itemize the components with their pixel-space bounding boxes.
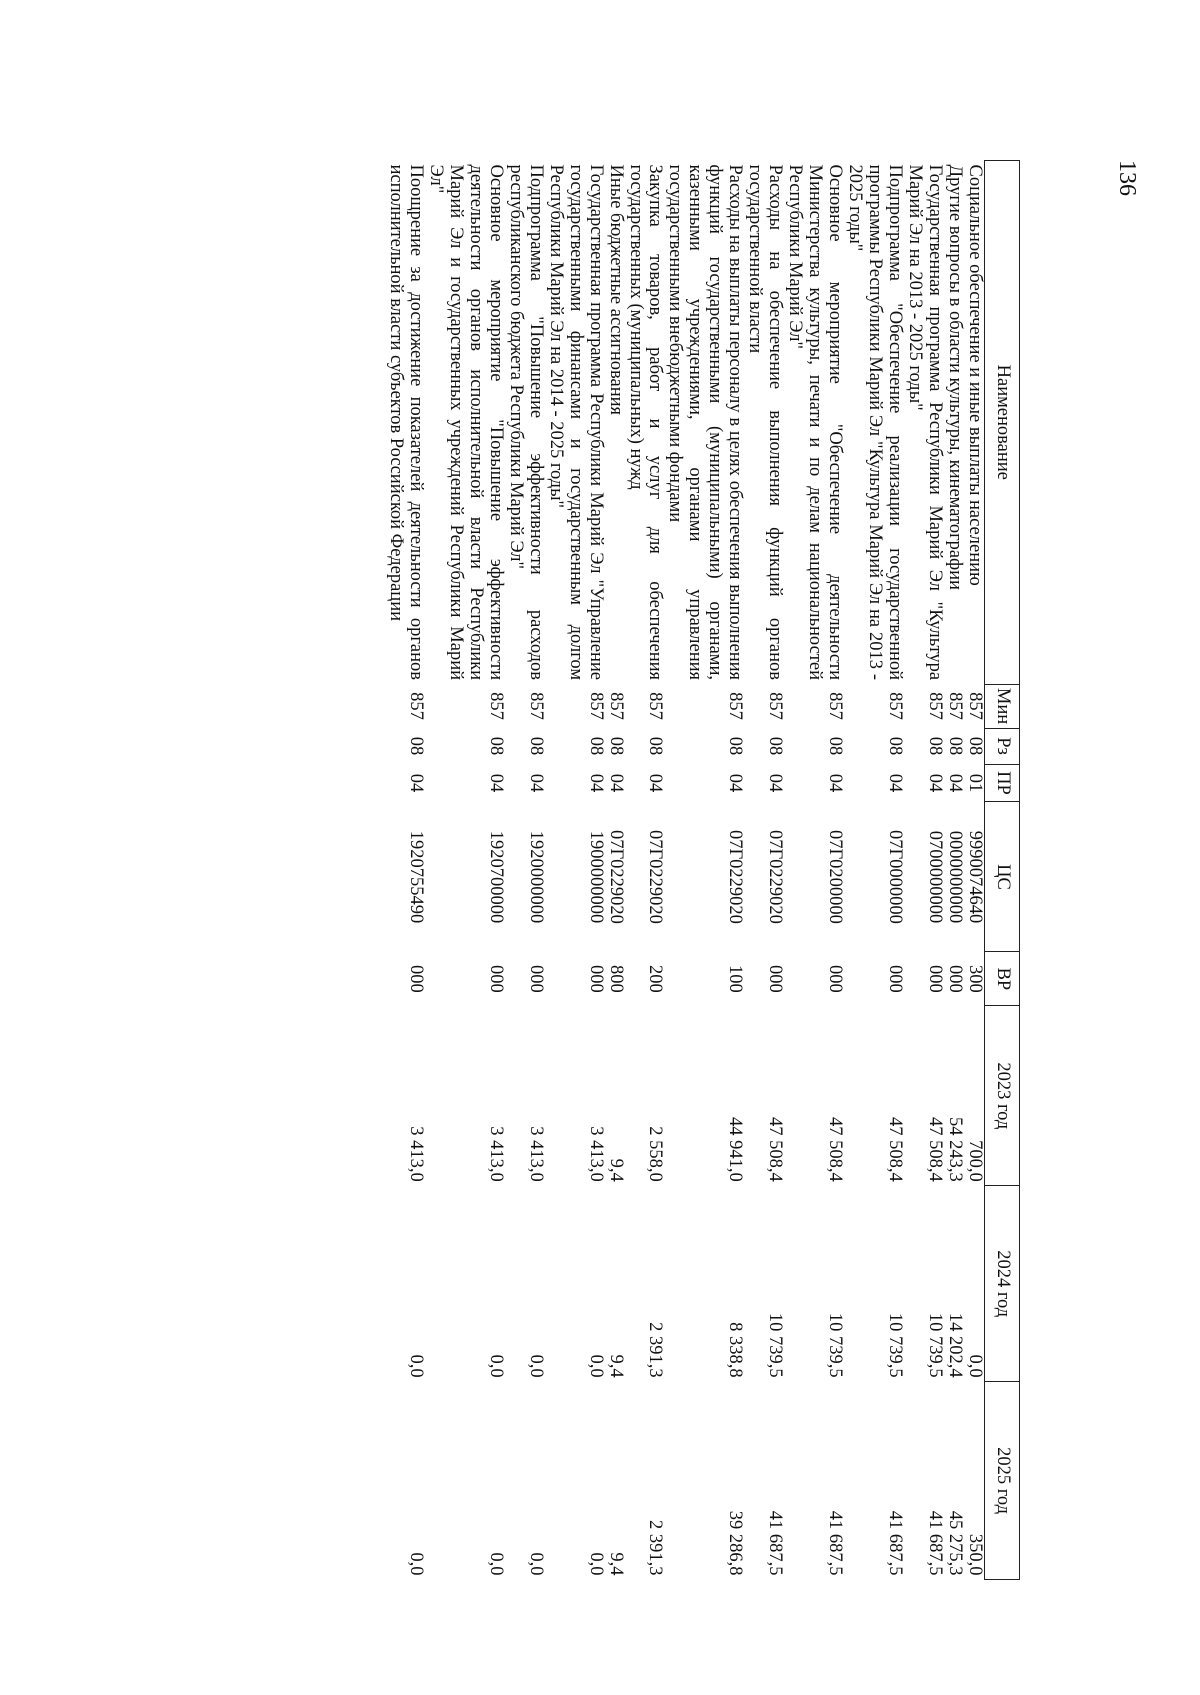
row-rz: 08 bbox=[765, 736, 786, 756]
row-rz: 08 bbox=[825, 736, 846, 756]
row-value-2023: 47 508,4 bbox=[825, 1117, 846, 1182]
row-pr: 04 bbox=[525, 773, 546, 793]
row-pr: 04 bbox=[885, 773, 906, 793]
row-value-2024: 10 739,5 bbox=[925, 1312, 946, 1378]
row-value-2025: 41 687,5 bbox=[925, 1510, 946, 1576]
row-vr: 000 bbox=[405, 965, 426, 993]
row-rz: 08 bbox=[525, 736, 546, 756]
row-value-2025: 41 687,5 bbox=[825, 1510, 846, 1576]
row-name: Основное мероприятие "Повышение эффективности деятельности органов исполнительной власти Республики Марий Эл и государственных учреждений Республики Марий Эл" bbox=[425, 164, 506, 681]
page-number: 136 bbox=[1114, 160, 1140, 196]
row-vr: 000 bbox=[945, 965, 966, 993]
row-value-2024: 10 739,5 bbox=[825, 1312, 846, 1378]
row-cs: 0700000000 bbox=[925, 830, 946, 924]
table-row bbox=[665, 161, 745, 1580]
table-body bbox=[381, 161, 985, 1580]
row-value-2023: 54 243,3 bbox=[945, 1117, 966, 1182]
table-row bbox=[425, 161, 505, 1580]
row-vr: 800 bbox=[605, 965, 626, 993]
row-name: Государственная программа Республики Марий Эл "Культура Марий Эл на 2013 - 2025 годы" bbox=[905, 164, 946, 681]
row-cs: 07Г0229020 bbox=[765, 829, 786, 924]
row-min: 857 bbox=[525, 692, 546, 720]
row-name: Иные бюджетные ассигнования bbox=[605, 164, 626, 416]
row-value-2023: 44 941,0 bbox=[725, 1117, 746, 1182]
row-pr: 04 bbox=[725, 773, 746, 793]
row-min: 857 bbox=[725, 692, 746, 720]
row-rz: 08 bbox=[725, 736, 746, 756]
row-vr: 000 bbox=[765, 965, 786, 993]
table-row bbox=[904, 161, 944, 1580]
row-vr: 000 bbox=[525, 965, 546, 993]
row-value-2023: 3 413,0 bbox=[525, 1126, 546, 1182]
row-min: 857 bbox=[605, 692, 626, 720]
row-value-2024: 0,0 bbox=[525, 1354, 546, 1378]
budget-table bbox=[381, 160, 1020, 1580]
row-name: Расходы на обеспечение выполнения функций органов государственной власти bbox=[745, 164, 786, 681]
table-row bbox=[505, 161, 545, 1580]
row-value-2025: 350,0 bbox=[965, 1533, 985, 1576]
row-rz: 08 bbox=[945, 736, 966, 756]
row-vr: 300 bbox=[965, 965, 985, 993]
row-value-2024: 8 338,8 bbox=[725, 1322, 746, 1378]
row-cs: 1920700000 bbox=[485, 830, 506, 924]
row-value-2024: 2 391,3 bbox=[645, 1322, 666, 1378]
row-cs: 1920000000 bbox=[525, 830, 546, 924]
header-cs: ЦС bbox=[985, 802, 1020, 952]
table-row bbox=[381, 161, 425, 1580]
row-cs: 9990074640 bbox=[965, 830, 985, 924]
header-min: Мин bbox=[985, 684, 1020, 728]
row-cs: 0000000000 bbox=[945, 830, 966, 924]
row-min: 857 bbox=[825, 692, 846, 720]
row-value-2025: 45 275,3 bbox=[945, 1510, 966, 1576]
row-rz: 08 bbox=[645, 736, 666, 756]
row-value-2025: 0,0 bbox=[405, 1552, 426, 1576]
row-value-2024: 10 739,5 bbox=[885, 1312, 906, 1378]
row-cs: 07Г0200000 bbox=[825, 829, 846, 924]
row-min: 857 bbox=[765, 692, 786, 720]
row-pr: 04 bbox=[825, 773, 846, 793]
row-pr: 04 bbox=[645, 773, 666, 793]
row-cs: 07Г0229020 bbox=[605, 829, 626, 924]
row-value-2023: 3 413,0 bbox=[405, 1126, 426, 1182]
row-value-2024: 14 202,4 bbox=[945, 1312, 966, 1378]
row-vr: 100 bbox=[725, 965, 746, 993]
header-2023: 2023 год bbox=[985, 1006, 1020, 1186]
row-vr: 000 bbox=[825, 965, 846, 993]
row-rz: 08 bbox=[925, 736, 946, 756]
table-row bbox=[625, 161, 665, 1580]
row-value-2024: 9,4 bbox=[605, 1354, 626, 1378]
row-name: Основное мероприятие "Обеспечение деятельности Министерства культуры, печати и по делам национальностей Республики Марий Эл" bbox=[785, 164, 846, 681]
header-vr: ВР bbox=[985, 952, 1020, 1006]
row-min: 857 bbox=[925, 692, 946, 720]
table-row bbox=[964, 161, 984, 1580]
row-name: Государственная программа Республики Марий Эл "Управление государственными финансами и государственным долгом Республики Марий Эл на 2014 - 2025 годы" bbox=[545, 164, 606, 681]
row-name: Поощрение за достижение показателей деятельности органов исполнительной власти субъектов Российской Федерации bbox=[385, 164, 426, 681]
row-value-2024: 0,0 bbox=[485, 1354, 506, 1378]
table-row bbox=[545, 161, 605, 1580]
row-value-2023: 47 508,4 bbox=[885, 1117, 906, 1182]
row-value-2025: 0,0 bbox=[525, 1552, 546, 1576]
row-value-2025: 0,0 bbox=[485, 1552, 506, 1576]
row-cs: 1920755490 bbox=[405, 830, 426, 924]
row-pr: 01 bbox=[965, 773, 985, 793]
header-2025: 2025 год bbox=[985, 1382, 1020, 1580]
header-rz: Рз bbox=[985, 728, 1020, 764]
row-value-2023: 9,4 bbox=[605, 1158, 626, 1182]
row-cs: 07Г0000000 bbox=[885, 829, 906, 924]
row-rz: 08 bbox=[485, 736, 506, 756]
row-min: 857 bbox=[645, 692, 666, 720]
row-name: Другие вопросы в области культуры, кинематографии bbox=[945, 164, 966, 590]
row-value-2024: 10 739,5 bbox=[765, 1312, 786, 1378]
table-row bbox=[784, 161, 844, 1580]
row-name: Подпрограмма "Обеспечение реализации государственной программы Республики Марий Эл "Культура Марий Эл на 2013 - 2025 годы" bbox=[845, 164, 906, 681]
header-pr: ПР bbox=[985, 764, 1020, 802]
row-min: 857 bbox=[885, 692, 906, 720]
header-name: Наименование bbox=[985, 161, 1020, 685]
row-min: 857 bbox=[485, 692, 506, 720]
row-pr: 04 bbox=[405, 773, 426, 793]
row-pr: 04 bbox=[585, 773, 606, 793]
row-rz: 08 bbox=[605, 736, 626, 756]
row-rz: 08 bbox=[585, 736, 606, 756]
row-value-2025: 39 286,8 bbox=[725, 1510, 746, 1576]
row-name: Социальное обеспечение и иные выплаты населению bbox=[965, 164, 985, 586]
row-pr: 04 bbox=[765, 773, 786, 793]
rotated-page bbox=[220, 160, 1020, 1580]
table-row bbox=[944, 161, 964, 1580]
row-value-2025: 0,0 bbox=[585, 1552, 606, 1576]
header-2024: 2024 год bbox=[985, 1186, 1020, 1382]
row-value-2024: 0,0 bbox=[585, 1354, 606, 1378]
row-vr: 000 bbox=[585, 965, 606, 993]
row-pr: 04 bbox=[925, 773, 946, 793]
row-value-2023: 47 508,4 bbox=[925, 1117, 946, 1182]
row-value-2025: 41 687,5 bbox=[765, 1510, 786, 1576]
row-value-2025: 41 687,5 bbox=[885, 1510, 906, 1576]
row-cs: 07Г0229020 bbox=[725, 829, 746, 924]
row-vr: 000 bbox=[885, 965, 906, 993]
row-min: 857 bbox=[945, 692, 966, 720]
row-vr: 200 bbox=[645, 965, 666, 993]
row-value-2023: 700,0 bbox=[965, 1140, 985, 1182]
row-vr: 000 bbox=[925, 965, 946, 993]
table-row bbox=[605, 161, 625, 1580]
row-min: 857 bbox=[585, 692, 606, 720]
row-rz: 08 bbox=[405, 736, 426, 756]
row-min: 857 bbox=[405, 692, 426, 720]
row-rz: 08 bbox=[965, 736, 985, 756]
row-pr: 04 bbox=[945, 773, 966, 793]
row-min: 857 bbox=[965, 692, 985, 720]
header-row bbox=[985, 161, 1020, 1580]
row-cs: 07Г0229020 bbox=[645, 829, 666, 924]
row-name: Закупка товаров, работ и услуг для обеспечения государственных (муниципальных) нужд bbox=[625, 164, 666, 681]
row-value-2025: 9,4 bbox=[605, 1552, 626, 1576]
row-value-2025: 2 391,3 bbox=[645, 1520, 666, 1576]
row-value-2023: 2 558,0 bbox=[645, 1126, 666, 1182]
row-value-2024: 0,0 bbox=[405, 1354, 426, 1378]
row-rz: 08 bbox=[885, 736, 906, 756]
table-row bbox=[744, 161, 784, 1580]
row-name: Подпрограмма "Повышение эффективности расходов республиканского бюджета Республики Марий Эл" bbox=[505, 164, 546, 681]
row-vr: 000 bbox=[485, 965, 506, 993]
row-value-2023: 47 508,4 bbox=[765, 1117, 786, 1182]
row-pr: 04 bbox=[605, 773, 626, 793]
row-value-2023: 3 413,0 bbox=[585, 1126, 606, 1182]
row-value-2024: 0,0 bbox=[965, 1354, 985, 1378]
row-cs: 1900000000 bbox=[585, 830, 606, 924]
table-row bbox=[844, 161, 904, 1580]
row-pr: 04 bbox=[485, 773, 506, 793]
row-name: Расходы на выплаты персоналу в целях обеспечения выполнения функций государственными (муниципальными) органами, казенными учреждениями, органами управления государственными внебюджетными фондами bbox=[665, 164, 746, 681]
row-value-2023: 3 413,0 bbox=[485, 1126, 506, 1182]
